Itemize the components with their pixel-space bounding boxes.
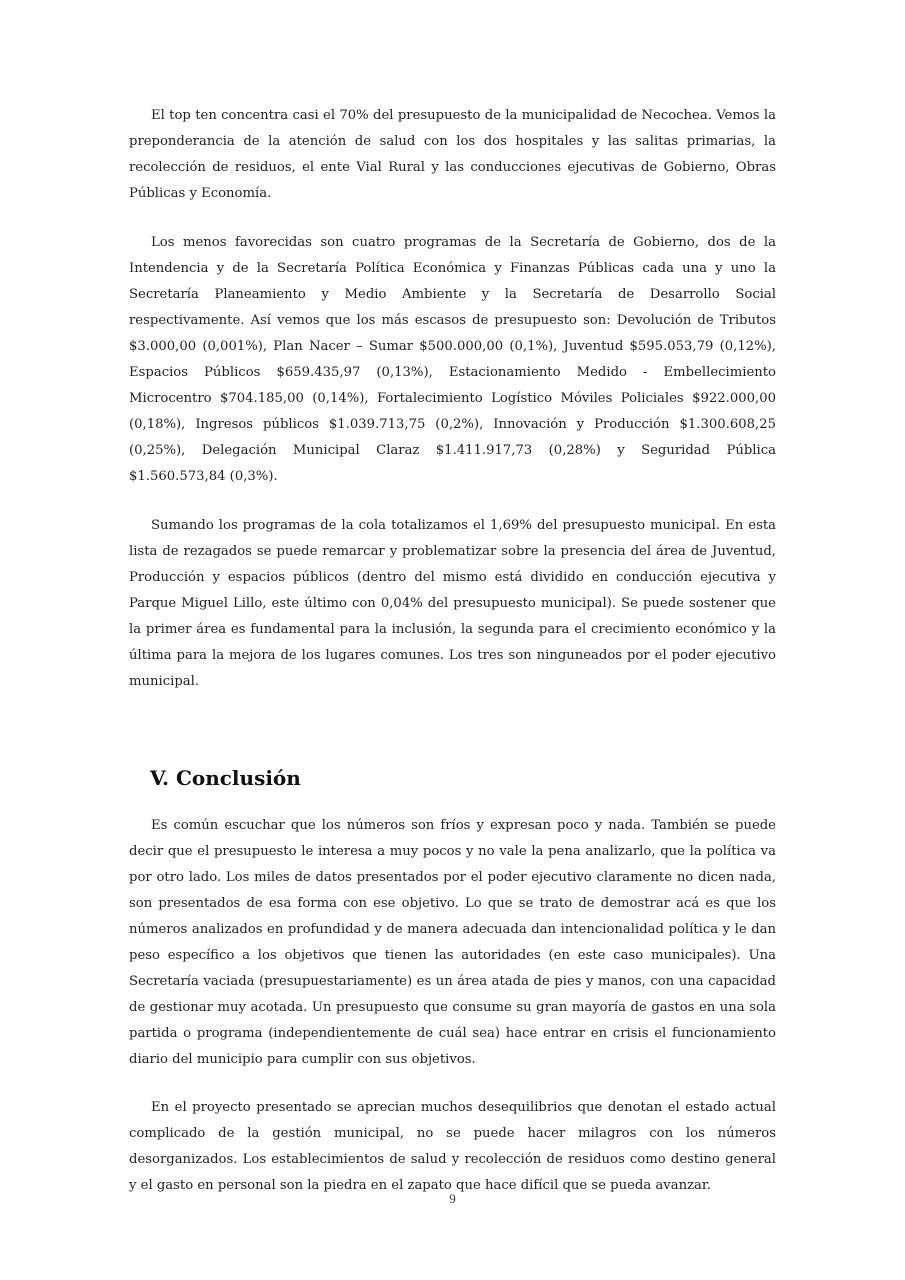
- section-heading-conclusion: V. Conclusión: [150, 766, 301, 790]
- page-body: [129, 103, 776, 1199]
- page-number: 9: [449, 1191, 456, 1206]
- body-paragraph-top-ten: El top ten concentra casi el 70% del presupuesto de la municipalidad de Necochea. Vemos la preponderancia de la atención de salud con los dos hospitales y las salitas primarias, la recolección de residuos, el ente Vial Rural y las conducciones ejecutivas de Gobierno, Obras Públicas y Economía.: [129, 108, 776, 201]
- conclusion-paragraph-project: En el proyecto presentado se aprecian muchos desequilibrios que denotan el estado actual complicado de la gestión municipal, no se puede hacer milagros con los números desorganizados. Los establecimientos de salud y recolección de residuos como destino general y el gasto en personal son la piedra en el zapato que hace difícil que se pueda avanzar.: [129, 1100, 776, 1193]
- body-paragraph-least-favored: Los menos favorecidas son cuatro programas de la Secretaría de Gobierno, dos de la Intendencia y de la Secretaría Política Económica y Finanzas Públicas cada una y uno la Secretaría Planeamiento y Medio Ambiente y la Secretaría de Desarrollo Social respectivamente. Así vemos que los más escasos de presupuesto son: Devolución de Tributos $3.000,00 (0,001%), Plan Nacer – Sumar $500.000,00 (0,1%), Juventud $595.053,79 (0,12%), Espacios Públicos $659.435,97 (0,13%), Estacionamiento Medido - Embellecimiento Microcentro $704.185,00 (0,14%), Fortalecimiento Logístico Móviles Policiales $922.000,00 (0,18%), Ingresos públicos $1.039.713,75 (0,2%), Innovación y Producción $1.300.608,25 (0,25%), Delegación Municipal Claraz $1.411.917,73 (0,28%) y Seguridad Pública $1.560.573,84 (0,3%).: [129, 235, 776, 484]
- conclusion-paragraph-numbers: Es común escuchar que los números son fríos y expresan poco y nada. También se puede decir que el presupuesto le interesa a muy pocos y no vale la pena analizarlo, que la política va por otro lado. Los miles de datos presentados por el poder ejecutivo claramente no dicen nada, son presentados de esa forma con ese objetivo. Lo que se trato de demostrar acá es que los números analizados en profundidad y de manera adecuada dan intencionalidad política y le dan peso específico a los objetivos que tienen las autoridades (en este caso municipales). Una Secretaría vaciada (presupuestariamente) es un área atada de pies y manos, con una capacidad de gestionar muy acotada. Un presupuesto que consume su gran mayoría de gastos en una sola partida o programa (independientemente de cuál sea) hace entrar en crisis el funcionamiento diario del municipio para cumplir con sus objetivos.: [129, 818, 776, 1067]
- body-paragraph-tail-programs: Sumando los programas de la cola totalizamos el 1,69% del presupuesto municipal. En esta lista de rezagados se puede remarcar y problematizar sobre la presencia del área de Juventud, Producción y espacios públicos (dentro del mismo está dividido en conducción ejecutiva y Parque Miguel Lillo, este último con 0,04% del presupuesto municipal). Se puede sostener que la primer área es fundamental para la inclusión, la segunda para el crecimiento económico y la última para la mejora de los lugares comunes. Los tres son ninguneados por el poder ejecutivo municipal.: [129, 518, 776, 689]
